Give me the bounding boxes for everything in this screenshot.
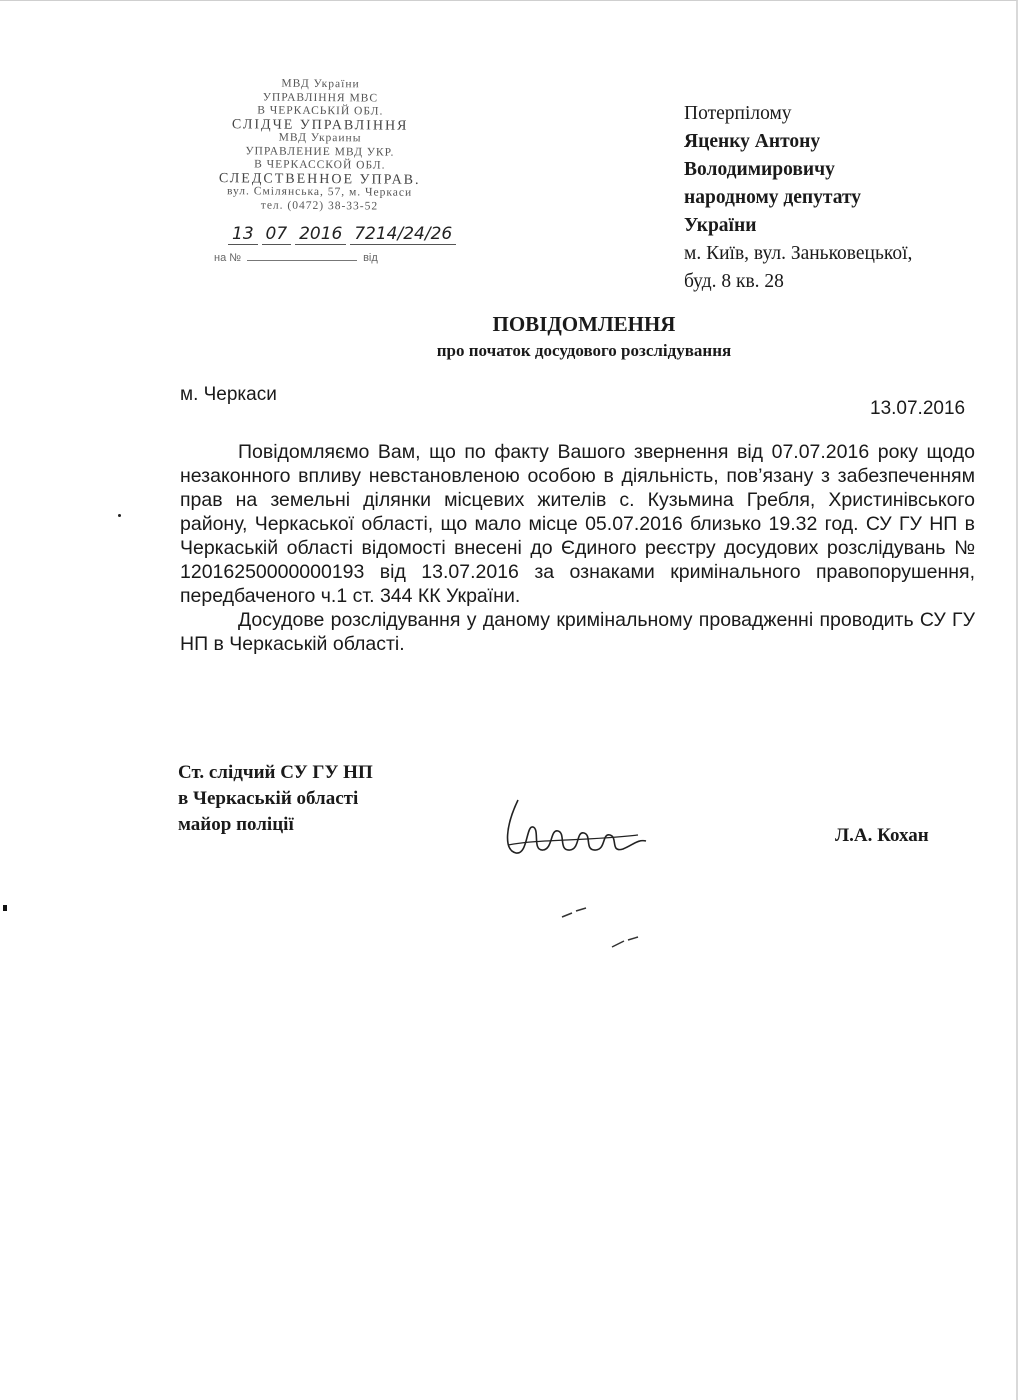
stamp-line: В ЧЕРКАССКОЙ ОБЛ. [254,158,386,172]
registration-stamp [204,77,435,214]
addressee-address: м. Київ, вул. Заньковецької, [684,243,913,264]
blank-rule [247,260,357,261]
document-title: ПОВІДОМЛЕННЯ [492,312,676,336]
pen-mark [560,905,590,920]
signatory-rank: майор поліції [178,814,294,835]
city: м. Черкаси [180,384,277,405]
reg-month: 07 [262,224,292,245]
reg-number: 7214/24/26 [350,224,456,245]
scan-speck [118,514,121,517]
addressee-patronymic: Володимировичу [684,159,835,180]
addressee-role: Потерпілому [684,103,792,124]
from-label: від [363,252,378,264]
reference-line [214,252,378,264]
stamp-line: МВД України [281,77,360,91]
signatory-region: в Черкаській області [178,788,359,809]
pen-mark [610,935,640,950]
stamp-line: МВД Украины [278,131,362,145]
stamp-line: вул. Смілянська, 57, м. Черкаси [226,185,413,199]
addressee-position: народному депутату [684,187,862,208]
reg-year: 2016 [295,224,346,245]
addressee-building: буд. 8 кв. 28 [684,271,784,292]
stamp-line: СЛЕДСТВЕННОЕ УПРАВ. [218,170,421,188]
document-subtitle: про початок досудового розслідування [436,341,732,360]
signatory-title [178,760,373,838]
stamp-line: УПРАВЛІННЯ МВС [262,90,379,105]
stamp-line: СЛІДЧЕ УПРАВЛІННЯ [231,116,409,134]
handwritten-signature [498,795,648,865]
document-date: 13.07.2016 [870,398,966,419]
registration-number-line [228,224,456,245]
signatory-position: Ст. слідчий СУ ГУ НП [178,762,373,783]
on-no-label: на № [214,252,242,264]
stamp-line: тел. (0472) 38-33-52 [260,198,379,213]
addressee-country: України [684,215,757,236]
signer-name: Л.А. Кохан [835,825,929,846]
body-paragraph: Повідомляємо Вам, що по факту Вашого звернення від 07.07.2016 року щодо незаконного впливу невстановленою особою в діяльність, пов’язану з забезпеченням прав на земельні ділянки місцевих жителів с. Кузьмина Гребля, Христинівського району, Черкаської області, що мало місце 05.07.2016 близько 19.32 год. СУ ГУ НП в Черкаській області відомості внесені до Єдиного реєстру досудових розслідувань № 12016250000000193 від 13.07.2016 за ознаками кримінального правопорушення, передбаченого ч.1 ст. 344 КК України. [180,441,975,607]
addressee-name: Яценку Антону [684,131,821,152]
addressee-block [684,100,984,296]
scan-speck [3,905,7,911]
stamp-line: В ЧЕРКАСЬКІЙ ОБЛ. [257,104,384,118]
reg-day: 13 [228,224,258,245]
body-paragraph: Досудове розслідування у даному кримінальному провадженні проводить СУ ГУ НП в Черкаській області. [180,609,975,655]
body-text [180,440,975,656]
stamp-line: УПРАВЛЕНИЕ МВД УКР. [245,144,395,159]
